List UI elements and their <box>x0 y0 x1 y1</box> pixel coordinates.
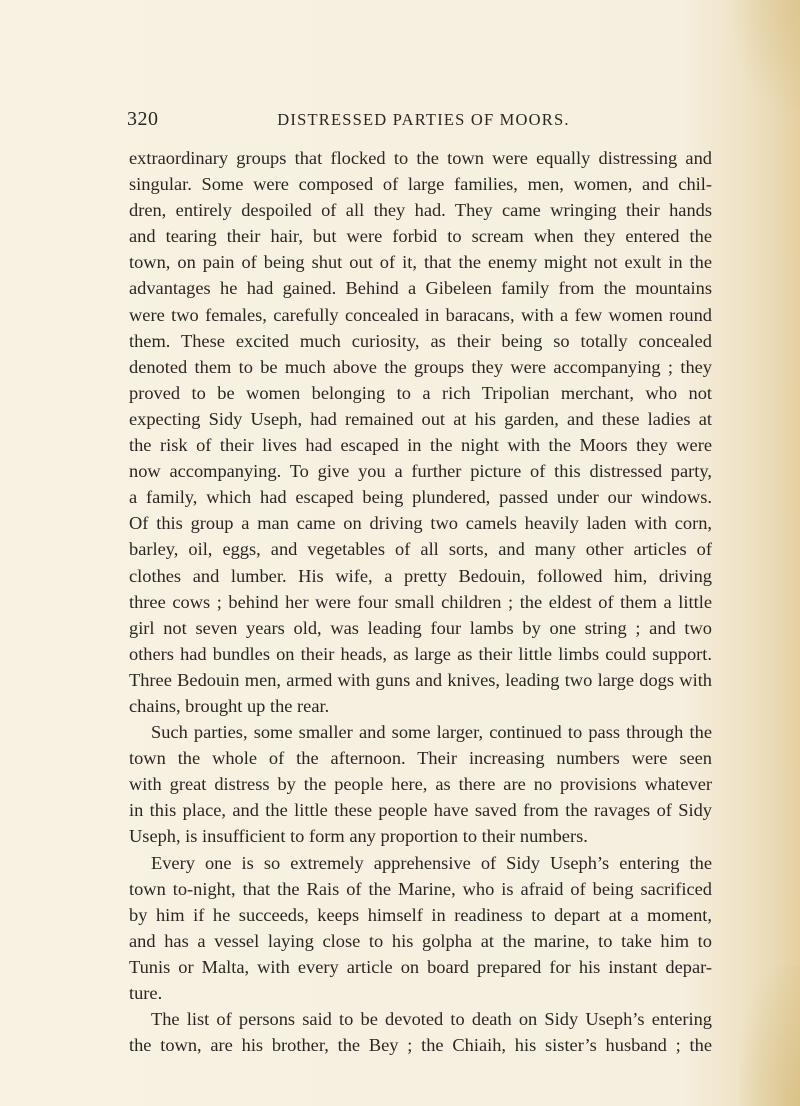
text-line: clothes and lumber. His wife, a pretty Bedouin, followed him, driving <box>129 565 712 586</box>
text-line: barley, oil, eggs, and vegetables of all sorts, and many other articles of <box>129 539 712 560</box>
body-text <box>129 145 712 1058</box>
text-line: denoted them to be much above the groups they were accompanying ; they <box>129 356 712 377</box>
text-line: singular. Some were composed of large families, men, women, and chil- <box>129 174 712 195</box>
text-line: the town, are his brother, the Bey ; the Chiaih, his sister’s husband ; the <box>129 1035 712 1056</box>
text-line: Such parties, some smaller and some larger, continued to pass through the <box>151 722 712 743</box>
text-line: chains, brought up the rear. <box>129 695 330 716</box>
text-line: Useph, is insufficient to form any proportion to their numbers. <box>129 826 588 847</box>
text-line: Tunis or Malta, with every article on board prepared for his instant depar- <box>129 956 712 977</box>
text-line: extraordinary groups that flocked to the town were equally distressing and <box>129 148 712 168</box>
text-line: with great distress by the people here, as there are no provisions whatever <box>129 774 712 795</box>
text-line: by him if he succeeds, keeps himself in readiness to depart at a moment, <box>129 904 712 925</box>
text-line: them. These excited much curiosity, as their being so totally concealed <box>129 330 712 351</box>
text-line: ture. <box>129 983 163 1003</box>
running-head: DISTRESSED PARTIES OF MOORS. <box>277 110 570 129</box>
text-line: Three Bedouin men, armed with guns and knives, leading two large dogs with <box>129 669 712 690</box>
text-line: and tearing their hair, but were forbid to scream when they entered the <box>129 226 712 247</box>
text-line: and has a vessel laying close to his golpha at the marine, to take him to <box>129 930 712 951</box>
text-line: town the whole of the afternoon. Their increasing numbers were seen <box>129 748 712 769</box>
text-line: dren, entirely despoiled of all they had. They came wringing their hands <box>129 200 712 221</box>
text-line: Every one is so extremely apprehensive of Sidy Useph’s entering the <box>151 852 712 873</box>
text-line: expecting Sidy Useph, had remained out at his garden, and these ladies at <box>129 408 712 429</box>
text-line: a family, which had escaped being plundered, passed under our windows. <box>129 487 712 508</box>
paper-stain <box>730 0 800 110</box>
text-line: proved to be women belonging to a rich Tripolian merchant, who not <box>129 382 712 403</box>
text-line: others had bundles on their heads, as large as their little limbs could support. <box>129 643 712 664</box>
text-line: now accompanying. To give you a further picture of this distressed party, <box>129 461 712 482</box>
paper-stain <box>740 966 800 1106</box>
page-header <box>127 108 712 134</box>
text-line: in this place, and the little these people have saved from the ravages of Sidy <box>129 800 712 821</box>
text-line: town to-night, that the Rais of the Marine, who is afraid of being sacrificed <box>129 878 712 899</box>
page-number: 320 <box>127 108 159 130</box>
text-line: three cows ; behind her were four small children ; the eldest of them a little <box>129 591 712 612</box>
text-line: Of this group a man came on driving two camels heavily laden with corn, <box>129 513 712 534</box>
text-line: The list of persons said to be devoted to death on Sidy Useph’s entering <box>151 1009 712 1030</box>
text-line: the risk of their lives had escaped in the night with the Moors they were <box>129 435 712 456</box>
text-line: town, on pain of being shut out of it, that the enemy might not exult in the <box>129 252 712 273</box>
text-line: advantages he had gained. Behind a Gibeleen family from the mountains <box>129 278 712 299</box>
text-line: were two females, carefully concealed in baracans, with a few women round <box>129 304 712 325</box>
text-line: girl not seven years old, was leading four lambs by one string ; and two <box>129 617 712 638</box>
